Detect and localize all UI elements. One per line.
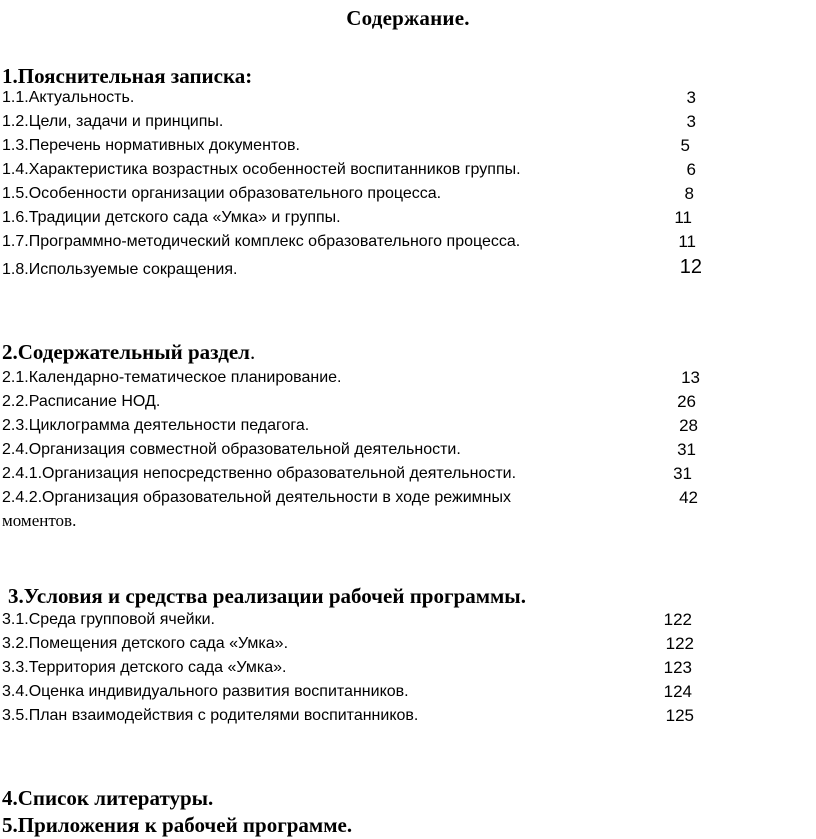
toc-entry-label: 1.6.Традиции детского сада «Умка» и группы.	[2, 209, 341, 226]
toc-entry-page: 125	[665, 706, 694, 725]
toc-entry	[0, 633, 816, 655]
toc-entry-label: 1.4.Характеристика возрастных особенностей воспитанников группы.	[2, 161, 521, 178]
toc-entry-label: 3.1.Среда групповой ячейки.	[2, 611, 215, 628]
toc-entry-label: 2.4.1.Организация непосредственно образовательной деятельности.	[2, 465, 517, 482]
toc-entry-label: 1.8.Используемые сокращения.	[2, 261, 238, 278]
toc-entry-label: 1.7.Программно-методический комплекс образовательного процесса.	[2, 233, 521, 250]
section-2-heading-text: 2.Содержательный раздел	[2, 340, 250, 364]
toc-entry-page: 26	[677, 392, 696, 411]
toc-entry-continuation: моментов.	[2, 511, 77, 530]
toc-entry	[0, 391, 816, 413]
toc-entry-page: 13	[681, 368, 700, 387]
toc-entry-label: 2.2.Расписание НОД.	[2, 393, 161, 410]
toc-entry-label: 2.4.2.Организация образовательной деятельности в ходе режимных	[2, 489, 511, 506]
toc-entry	[0, 609, 816, 631]
toc-entry-label: 2.1.Календарно-тематическое планирование.	[2, 369, 342, 386]
toc-entry-page: 31	[673, 464, 692, 483]
toc-entry	[0, 439, 816, 461]
toc-entry-page: 123	[663, 658, 692, 677]
toc-entry-page: 122	[663, 610, 692, 629]
section-4-heading: 4.Список литературы.	[2, 786, 214, 810]
toc-entry	[0, 87, 816, 109]
toc-entry	[0, 159, 816, 181]
toc-entry-page: 11	[674, 208, 692, 227]
toc-entry-page: 12	[679, 256, 702, 278]
toc-entry	[0, 135, 816, 157]
toc-entry	[0, 415, 816, 437]
toc-entry	[0, 657, 816, 679]
toc-entry	[0, 705, 816, 727]
toc-entry-label: 3.2.Помещения детского сада «Умка».	[2, 635, 289, 652]
toc-entry-label: 3.3.Территория детского сада «Умка».	[2, 659, 287, 676]
section-5-heading: 5.Приложения к рабочей программе.	[2, 813, 353, 837]
toc-entry	[0, 207, 816, 229]
toc-entry	[0, 487, 816, 509]
toc-entry-page: 28	[679, 416, 698, 435]
toc-entry-page: 11	[678, 232, 696, 251]
toc-entry-page: 6	[686, 160, 696, 179]
toc-entry-page: 5	[680, 136, 690, 155]
section-2-heading	[2, 340, 255, 365]
toc-entry	[0, 463, 816, 485]
toc-entry	[0, 111, 816, 133]
toc-entry-page: 42	[679, 488, 698, 507]
toc-entry-label: 2.4.Организация совместной образовательной деятельности.	[2, 441, 461, 458]
toc-entry	[0, 681, 816, 703]
toc-entry	[0, 256, 816, 278]
page-title: Содержание.	[346, 6, 470, 30]
toc-entry-label: 1.3.Перечень нормативных документов.	[2, 137, 300, 154]
toc-entry	[0, 367, 816, 389]
toc-entry	[0, 231, 816, 253]
toc-entry-page: 124	[663, 682, 692, 701]
toc-entry-label: 3.5.План взаимодействия с родителями воспитанников.	[2, 707, 419, 724]
toc-entry-label: 2.3.Циклограмма деятельности педагога.	[2, 417, 310, 434]
toc-entry-page: 122	[665, 634, 694, 653]
toc-entry-label: 1.1.Актуальность.	[2, 89, 135, 106]
section-3-heading: 3.Условия и средства реализации рабочей программы.	[8, 584, 526, 608]
toc-entry-page: 3	[686, 112, 696, 131]
toc-entry-label: 3.4.Оценка индивидуального развития воспитанников.	[2, 683, 409, 700]
section-2-heading-period: .	[249, 340, 256, 364]
toc-entry	[0, 183, 816, 205]
toc-entry-label: 1.5.Особенности организации образовательного процесса.	[2, 185, 442, 202]
toc-entry-page: 8	[684, 184, 694, 203]
toc-entry-label: 1.2.Цели, задачи и принципы.	[2, 113, 224, 130]
toc-entry-page: 3	[686, 88, 696, 107]
toc-entry-page: 31	[677, 440, 696, 459]
section-1-heading: 1.Пояснительная записка:	[2, 64, 253, 88]
